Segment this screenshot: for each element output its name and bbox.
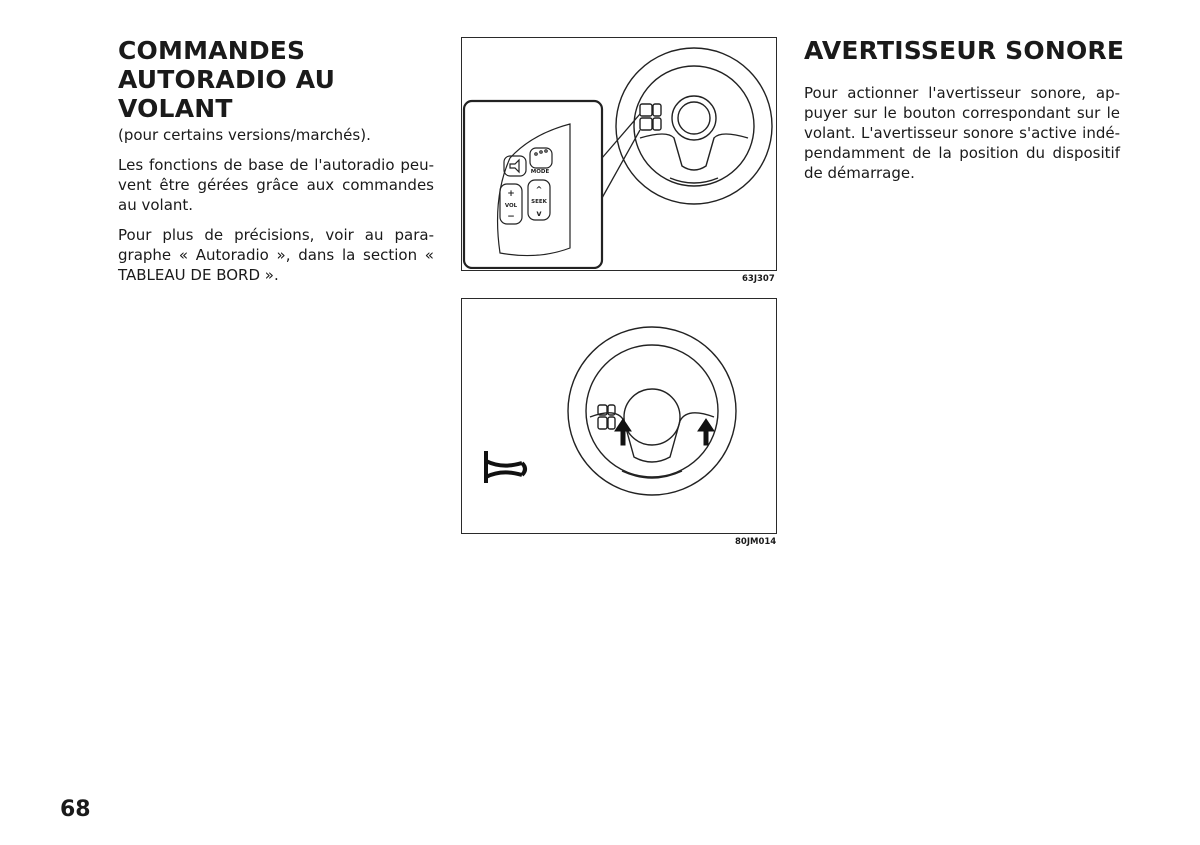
seek-label: SEEK [531,199,547,205]
seek-down-label: v [536,209,542,218]
right-column [804,36,1125,193]
vol-minus-label: − [507,212,515,222]
left-column [118,36,434,295]
paragraph-1: Les fonctions de base de l'autoradio peu-vent être gérées grâce aux commandes au volant. [118,156,434,214]
figure-code-1: 63J307 [742,274,775,284]
inset-panel [464,101,640,268]
horn-illustration [462,299,775,532]
figure-code-2: 80JM014 [735,537,777,547]
page-number: 68 [60,797,91,822]
horn-paragraph: Pour actionner l'avertisseur sonore, ap-puyer sur le bouton correspondant sur le volant. L'avertisseur sonore s'active indé-pendamment de la position du dispositif de démarrage. [804,84,1120,182]
horn-symbol-icon [486,451,525,483]
steering-wheel-controls-illustration [462,38,775,269]
paragraph-2: Pour plus de précisions, voir au para-graphe « Autoradio », dans la section « TABLEAU DE BORD ». [118,226,434,284]
steering-wheel-horn-icon [568,327,736,495]
vol-plus-label: + [507,189,515,199]
availability-note: (pour certains versions/marchés). [118,126,371,144]
vol-label: VOL [504,203,518,209]
mode-label: MODE [530,169,550,175]
section-title-horn: AVERTISSEUR SONORE [804,36,1125,65]
arrow-right [698,419,714,445]
section-title-radio-controls: COMMANDES AUTORADIO AU VOLANT [118,36,336,123]
steering-wheel-icon [616,48,772,204]
figure-steering-radio-controls [461,37,777,271]
figure-horn [461,298,777,534]
seek-up-label: ^ [535,185,543,194]
